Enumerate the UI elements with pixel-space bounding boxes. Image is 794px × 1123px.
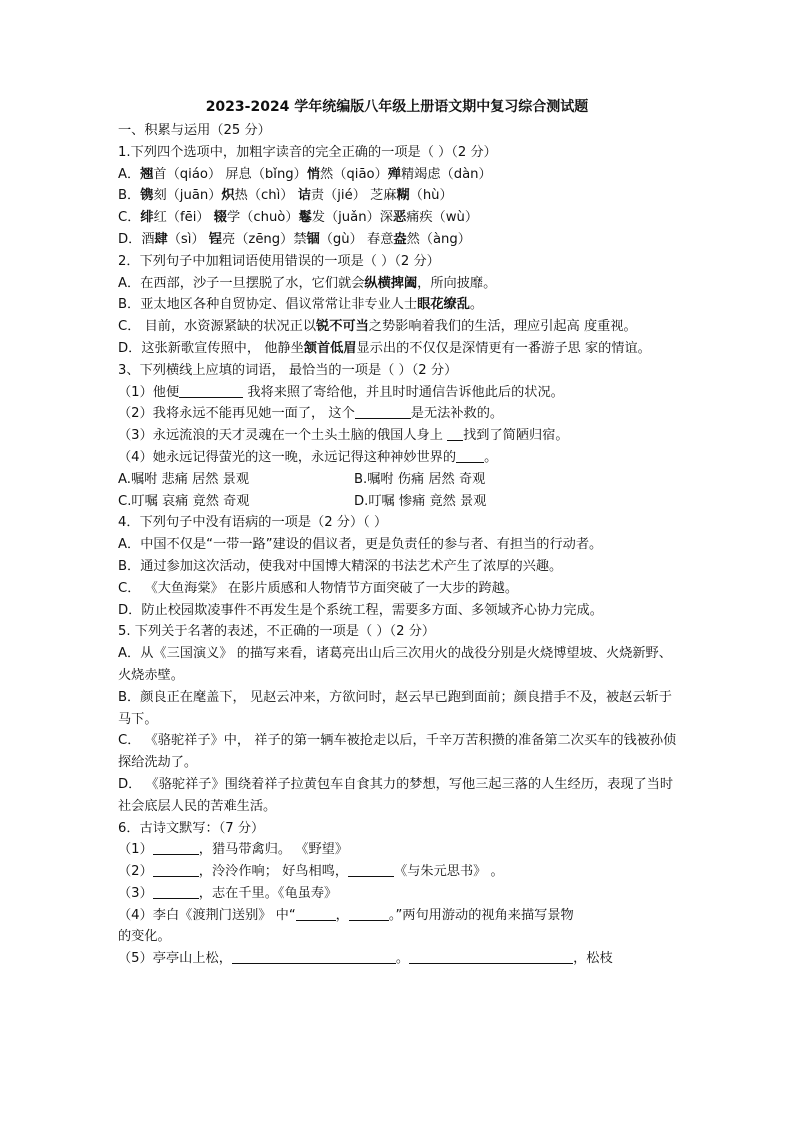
q6-item-4-cont: 的变化。 [118, 929, 171, 945]
q1-option-c: C．绯红（fēi） 辍学（chuò）鬈发（juǎn）深恶痛疾（wù） [118, 210, 479, 226]
q2-option-a: A．在西部，沙子一旦摆脱了水，它们就会纵横捭阖，所向披靡。 [118, 275, 497, 291]
q1-stem: 1.下列四个选项中，加粗字读音的完全正确的一项是（ ）（2 分） [118, 144, 497, 160]
q4-option-d: D．防止校园欺凌事件不再发生是个系统工程，需要多方面、多领域齐心协力完成。 [118, 602, 603, 618]
q5-stem: 5. 下列关于名著的表述，不正确的一项是（ ）（2 分） [118, 624, 436, 640]
q3-sentence-4: （4）她永远记得萤光的这一晚，永远记得这种神妙世界的 。 [118, 449, 498, 465]
section-heading: 一、积累与运用（25 分） [118, 123, 271, 138]
q5-option-d: D． 《骆驼祥子》围绕着祥子拉黄包车自食其力的梦想，写他三起三落的人生经历，表现了当时社会底层人民的苦难生活。 [118, 776, 674, 814]
q6-item-4: （4）李白《渡荆门送别》 中“ ， 。”两句用游动的视角来描写景物 [118, 907, 574, 923]
page-title: 2023-2024 学年统编版八年级上册语文期中复习综合测试题 [205, 99, 589, 115]
exam-content [118, 120, 678, 970]
q1-option-d: D．酒肆（sì） 锃亮（zēng）禁锢（gù） 春意盎然（àng） [118, 231, 471, 247]
q5-option-a: A．从《三国演义》 的描写来看，诸葛亮出山后三次用火的战役分别是火烧博望坡、火烧新野、火烧赤壁。 [118, 646, 672, 683]
q2-option-c: C． 目前，水资源紧缺的状况正以锐不可当之势影响着我们的生活，理应引起高 度重视。 [118, 319, 637, 335]
q6-item-2: （2） ，泠泠作响； 好鸟相鸣， 《与朱元思书》 。 [118, 864, 504, 880]
q3-options-row-1: A.嘱咐 悲痛 居然 景观 B.嘱咐 伤痛 居然 奇观 [118, 471, 486, 487]
q3-options-row-2: C.叮嘱 哀痛 竟然 奇观 D.叮嘱 惨痛 竟然 景观 [118, 493, 487, 509]
q2-option-d: D．这张新歌宣传照中， 他静坐颔首低眉显示出的不仅仅是深情更有一番游子思 家的情谊。 [118, 340, 651, 356]
q2-option-b: B．亚太地区各种自贸协定、倡议常常让非专业人士眼花缭乱。 [118, 297, 484, 313]
q3-sentence-2: （2）我将永远不能再见她一面了， 这个 是无法补救的。 [118, 406, 504, 422]
q6-stem: 6．古诗文默写：（7 分） [118, 820, 265, 836]
q1-option-a: A．翘首（qiáo） 屏息（bǐng）悄然（qiāo）殚精竭虑（dàn） [118, 166, 492, 182]
q4-stem: 4．下列句子中没有语病的一项是（2 分）（ ） [118, 515, 388, 531]
q6-item-1: （1） ，猎马带禽归。 《野望》 [118, 842, 349, 858]
q4-option-a: A．中国不仅是“一带一路”建设的倡议者，更是负责任的参与者、有担当的行动者。 [118, 537, 603, 553]
q5-option-c: C． 《骆驼祥子》中， 祥子的第一辆车被抢走以后，千辛万苦积攒的准备第二次买车的钱被孙侦探给洗劫了。 [118, 733, 677, 771]
q5-option-b: B．颜良正在麾盖下， 见赵云冲来，方欲问时，赵云早已跑到面前；颜良措手不及，被赵云斩于马下。 [118, 689, 672, 727]
q3-stem: 3、下列横线上应填的词语， 最恰当的一项是（ ）（2 分） [118, 362, 458, 378]
q4-option-b: B．通过参加这次活动，使我对中国博大精深的书法艺术产生了浓厚的兴趣。 [118, 558, 563, 574]
q6-item-3: （3） ，志在千里。《龟虽寿》 [118, 885, 338, 901]
q6-item-5: （5）亭亭山上松， 。 ，松枝 [118, 951, 613, 967]
q3-sentence-3: （3）永远流浪的天才灵魂在一个土头土脑的俄国人身上 找到了简陋归宿。 [118, 428, 569, 444]
q4-option-c: C． 《大鱼海棠》 在影片质感和人物情节方面突破了一大步的跨越。 [118, 580, 519, 596]
q1-option-b: B．镌刻（juān）炽热（chì） 诘责（jié） 芝麻糊（hù） [118, 188, 453, 204]
q2-stem: 2．下列句子中加粗词语使用错误的一项是（ ）（2 分） [118, 253, 440, 269]
q3-sentence-1: （1）他便 我将来照了寄给他，并且时时通信告诉他此后的状况。 [118, 384, 564, 400]
